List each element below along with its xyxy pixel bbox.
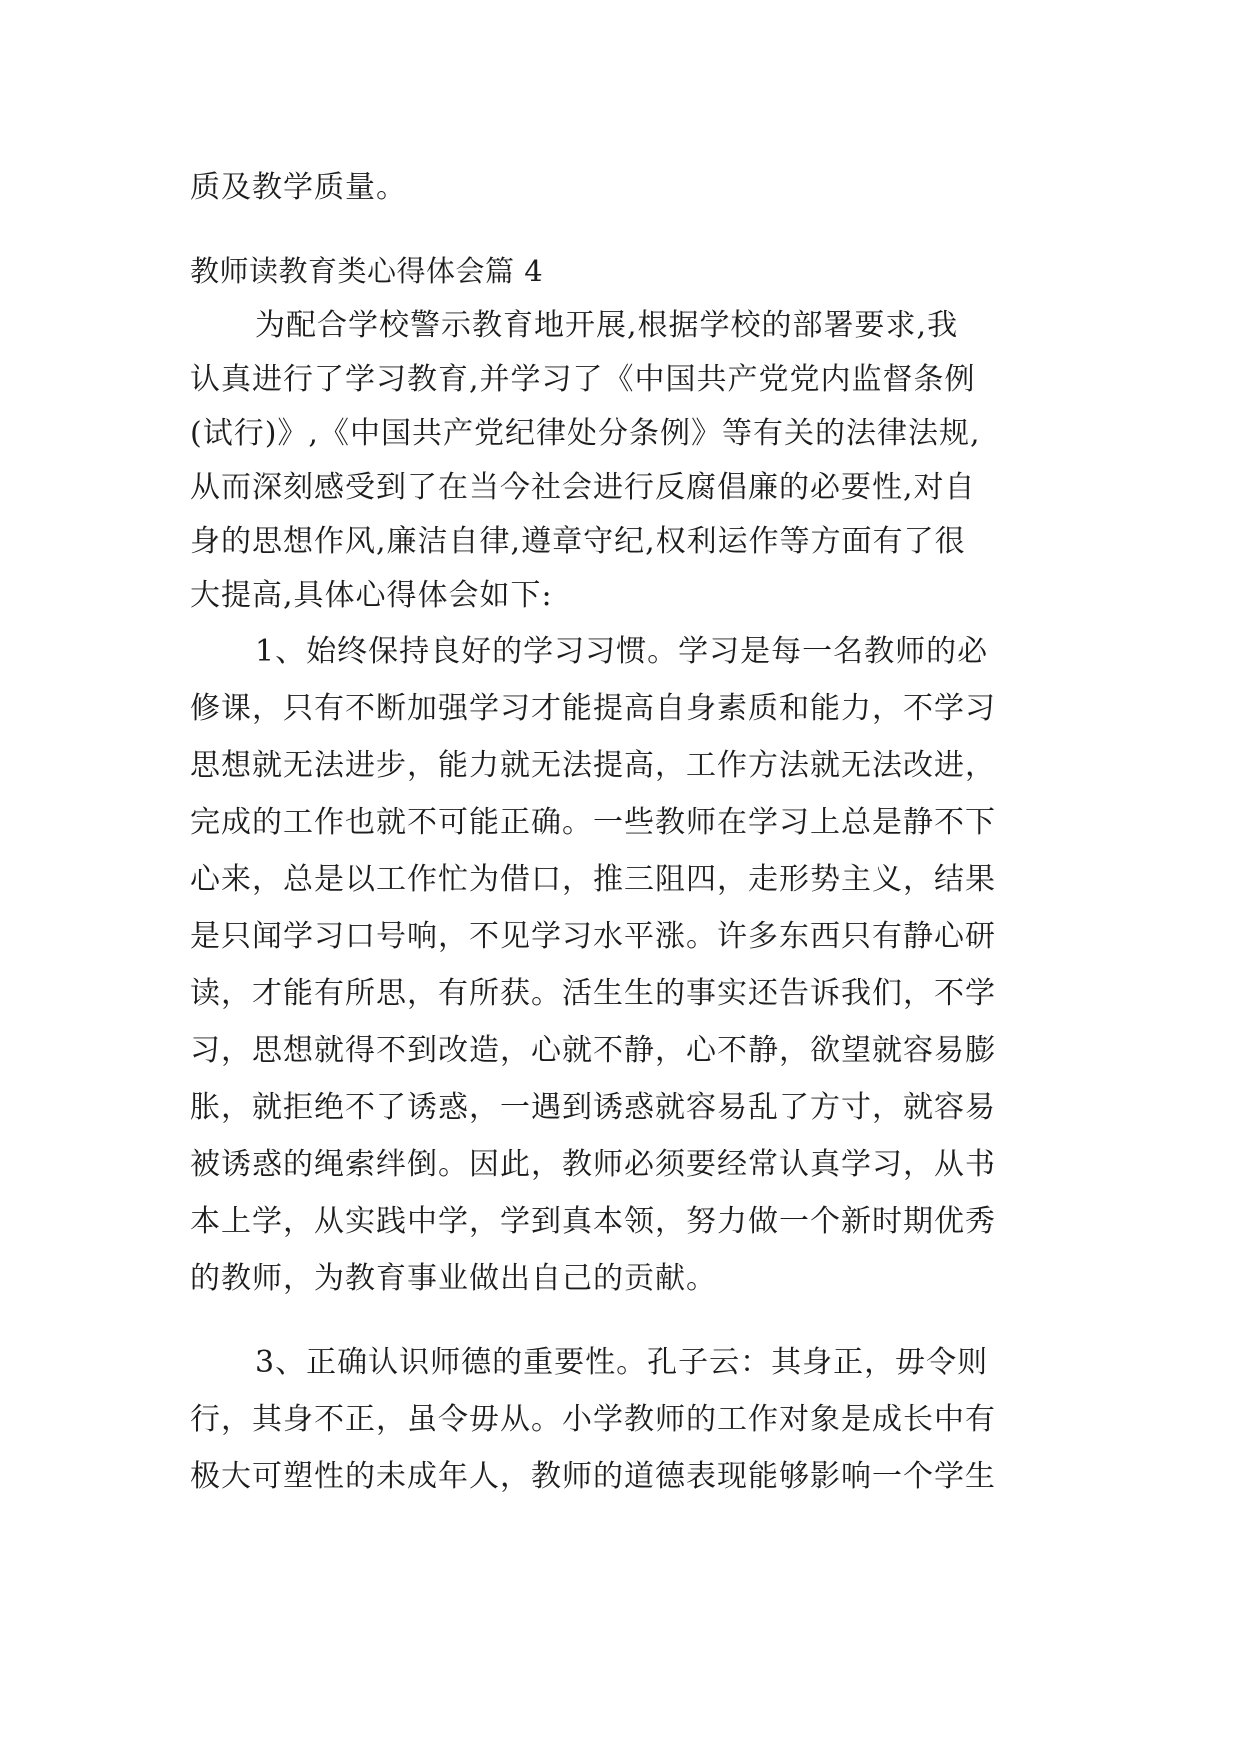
paragraph-line: 修课，只有不断加强学习才能提高自身素质和能力，不学习 xyxy=(190,691,996,726)
paragraph-line: 本上学，从实践中学，学到真本领，努力做一个新时期优秀 xyxy=(190,1204,996,1239)
paragraph-line: 3、正确认识师德的重要性。孔子云：其身正，毋令则 xyxy=(255,1345,989,1380)
paragraph-line: 为配合学校警示教育地开展,根据学校的部署要求,我 xyxy=(255,308,959,343)
paragraph-line: 1、始终保持良好的学习习惯。学习是每一名教师的必 xyxy=(255,634,989,669)
paragraph-line: 思想就无法进步，能力就无法提高，工作方法就无法改进， xyxy=(190,748,996,783)
paragraph-line: 完成的工作也就不可能正确。一些教师在学习上总是静不下 xyxy=(190,805,996,840)
paragraph-line: 大提高,具体心得体会如下: xyxy=(190,578,553,613)
paragraph-fragment: 质及教学质量。 xyxy=(190,170,407,205)
paragraph-line: 认真进行了学习教育,并学习了《中国共产党党内监督条例 xyxy=(190,362,976,397)
paragraph-line: 习，思想就得不到改造，心就不静，心不静，欲望就容易膨 xyxy=(190,1033,996,1068)
paragraph-line: (试行)》,《中国共产党纪律处分条例》等有关的法律法规, xyxy=(190,416,981,451)
paragraph-line: 从而深刻感受到了在当今社会进行反腐倡廉的必要性,对自 xyxy=(190,470,976,505)
paragraph-line: 读，才能有所思，有所获。活生生的事实还告诉我们，不学 xyxy=(190,976,996,1011)
section-heading: 教师读教育类心得体会篇 4 xyxy=(190,254,544,288)
paragraph-line: 行，其身不正，虽令毋从。小学教师的工作对象是成长中有 xyxy=(190,1402,996,1437)
paragraph-line: 是只闻学习口号响，不见学习水平涨。许多东西只有静心研 xyxy=(190,919,996,954)
paragraph-line: 的教师，为教育事业做出自己的贡献。 xyxy=(190,1261,717,1296)
paragraph-line: 心来，总是以工作忙为借口，推三阻四，走形势主义，结果 xyxy=(190,862,996,897)
paragraph-line: 胀，就拒绝不了诱惑，一遇到诱惑就容易乱了方寸，就容易 xyxy=(190,1090,996,1125)
paragraph-line: 极大可塑性的未成年人，教师的道德表现能够影响一个学生 xyxy=(190,1459,996,1494)
paragraph-line: 被诱惑的绳索绊倒。因此，教师必须要经常认真学习，从书 xyxy=(190,1147,996,1182)
paragraph-line: 身的思想作风,廉洁自律,遵章守纪,权利运作等方面有了很 xyxy=(190,524,966,559)
